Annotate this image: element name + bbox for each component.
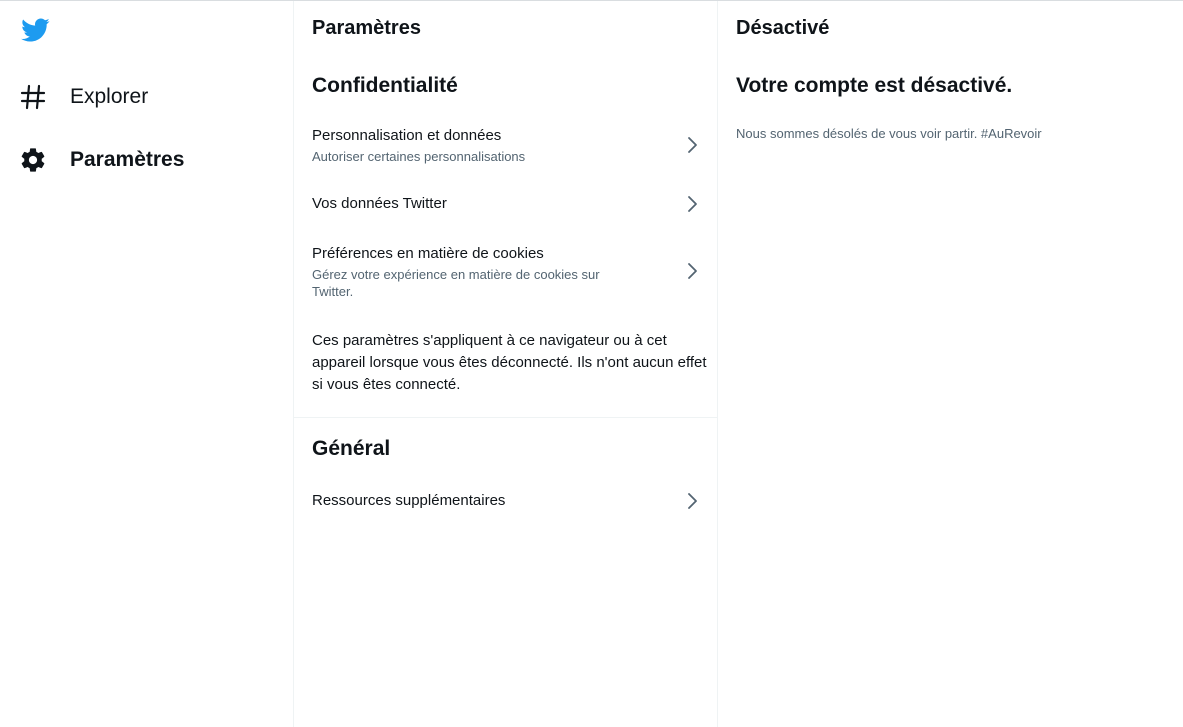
hashtag-icon xyxy=(18,82,48,112)
section-divider xyxy=(294,417,718,418)
left-nav xyxy=(0,1,293,727)
gear-icon xyxy=(18,145,48,175)
nav-item-label: Paramètres xyxy=(70,148,185,171)
row-personalization[interactable] xyxy=(294,121,718,171)
logged-out-note: Ces paramètres s'appliquent à ce navigateur ou à cet appareil lorsque vous êtes déconnecté. Ils n'ont aucun effet si vous êtes connecté. xyxy=(312,332,707,393)
nav-item-label: Explorer xyxy=(70,85,149,108)
general-heading: Général xyxy=(312,437,391,460)
nav-item-explore[interactable] xyxy=(18,77,148,117)
settings-column xyxy=(293,1,718,727)
row-title: Vos données Twitter xyxy=(312,195,447,212)
nav-item-settings[interactable] xyxy=(18,140,184,180)
chevron-right-icon xyxy=(684,492,700,510)
row-cookie-preferences[interactable] xyxy=(294,239,718,305)
detail-title: Désactivé xyxy=(736,17,830,39)
privacy-heading: Confidentialité xyxy=(312,74,458,97)
settings-title: Paramètres xyxy=(312,17,421,39)
row-subtitle: Autoriser certaines personnalisations xyxy=(312,149,526,164)
row-title: Personnalisation et données xyxy=(312,127,502,144)
row-title: Préférences en matière de cookies xyxy=(312,245,544,262)
deactivated-heading: Votre compte est désactivé. xyxy=(736,74,1013,97)
row-title: Ressources supplémentaires xyxy=(312,492,506,509)
chevron-right-icon xyxy=(684,136,700,154)
row-twitter-data[interactable] xyxy=(294,186,718,222)
deactivated-message: Nous sommes désolés de vous voir partir. #AuRevoir xyxy=(736,126,1042,141)
chevron-right-icon xyxy=(684,195,700,213)
twitter-bird-icon[interactable] xyxy=(18,15,52,45)
detail-column xyxy=(718,1,1183,727)
chevron-right-icon xyxy=(684,262,700,280)
row-subtitle: Gérez votre expérience en matière de cookies sur Twitter. xyxy=(312,267,600,299)
row-additional-resources[interactable] xyxy=(294,483,718,519)
